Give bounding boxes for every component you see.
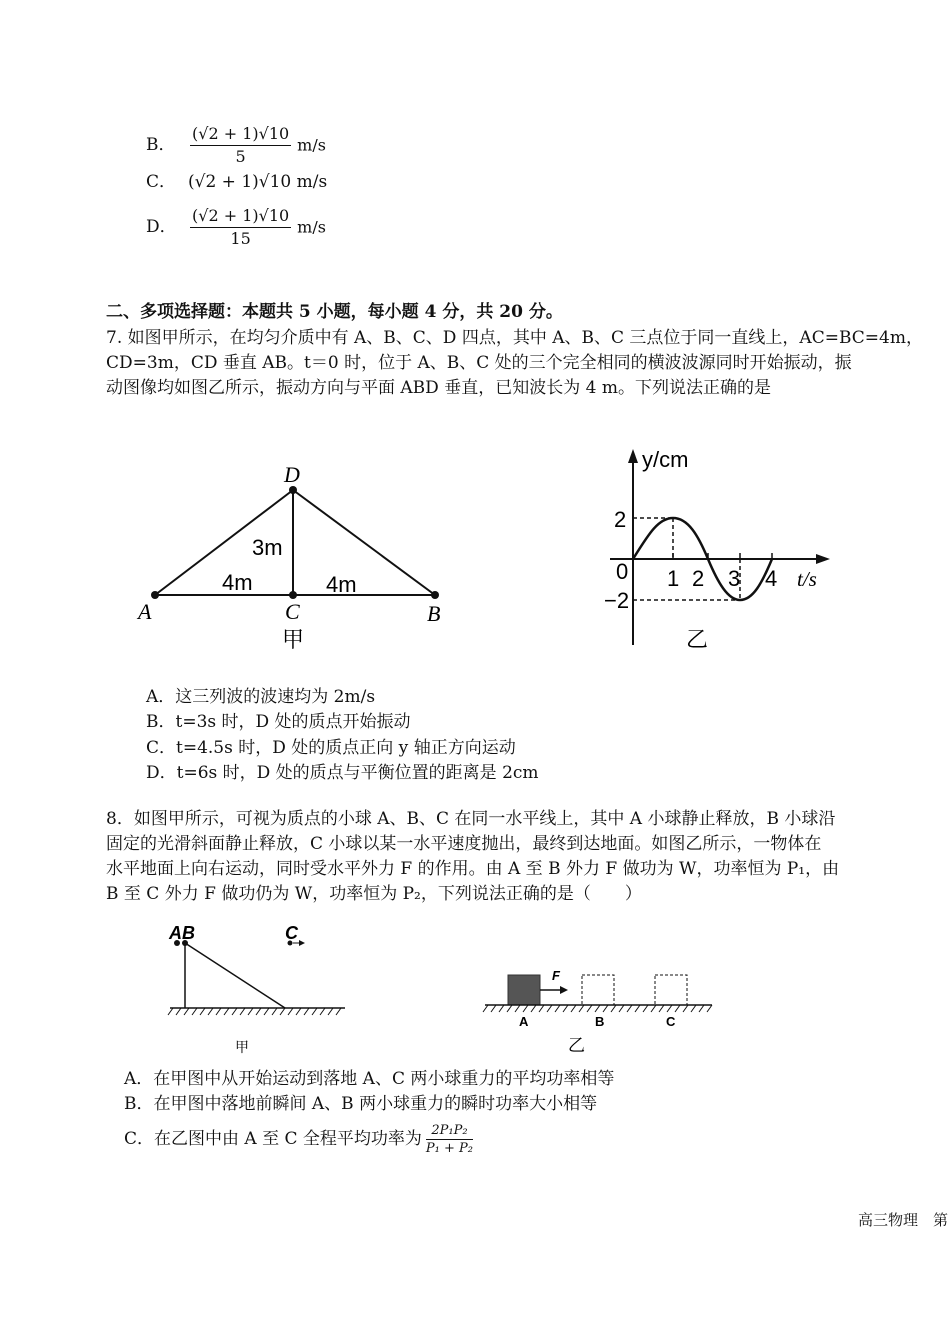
q7-option-b: B．t=3s 时，D 处的质点开始振动 — [146, 712, 411, 732]
label-f: F — [552, 968, 560, 983]
section-heading: 二、多项选择题：本题共 5 小题，每小题 4 分，共 20 分。 — [106, 302, 563, 322]
page-footer: 高三物理 第 — [858, 1211, 949, 1229]
option-d-fraction: $\frac{(√2 + 1)√10}{15}$ — [192, 206, 290, 248]
q8-option-a: A．在甲图中从开始运动到落地 A、C 两小球重力的平均功率相等 — [124, 1069, 615, 1089]
q8-line-1: 8．如图甲所示，可视为质点的小球 A、B、C 在同一水平线上，其中 A 小球静止释放，B 小球沿 — [106, 809, 836, 829]
option-b-top: B． $\frac{(√2 + 1)√10}{5}$ m/s — [146, 124, 326, 166]
label-ab: AB — [169, 923, 195, 943]
x-tick-4: 4 — [765, 566, 778, 591]
q7-line-2: CD=3m，CD 垂直 AB。t＝0 时，位于 A、B、C 处的三个完全相同的横波波源同时开始振动，振 — [106, 353, 852, 373]
ylabel: y/cm — [642, 447, 689, 472]
q7-line-3: 动图像均如图乙所示，振动方向与平面 ABD 垂直，已知波长为 4 m。下列说法正确的是 — [106, 378, 771, 398]
label-dc: 3m — [252, 535, 283, 560]
origin-label: 0 — [616, 559, 629, 584]
q8-line-4: B 至 C 外力 F 做功仍为 W，功率恒为 P₂，下列说法正确的是（ ） — [106, 884, 642, 904]
label-block-b: B — [595, 1014, 605, 1029]
caption-yi-8: 乙 — [568, 1036, 585, 1056]
q7-figure-yi — [600, 445, 840, 655]
x-tick-3: 3 — [728, 566, 741, 591]
option-c-top: C． (√2 + 1)√10 m/s — [146, 172, 328, 192]
caption-yi: 乙 — [686, 628, 709, 653]
option-d-top: D． $\frac{(√2 + 1)√10}{15}$ m/s — [146, 206, 326, 248]
caption-jia-8: 甲 — [235, 1040, 249, 1056]
y-tick-pos: 2 — [614, 507, 627, 532]
q7-option-a: A．这三列波的波速均为 2m/s — [146, 687, 376, 707]
q8-option-c: C．在乙图中由 A 至 C 全程平均功率为 $\frac{\text{2P₁P₂}}{\text{P₁ + P₂}}$ — [124, 1123, 473, 1156]
y-tick-neg: −2 — [604, 588, 630, 613]
label-c-ball: C — [285, 923, 298, 943]
q8-figure-jia — [165, 920, 350, 1060]
q7-line-1: 7. 如图甲所示，在均匀介质中有 A、B、C、D 四点，其中 A、B、C 三点位于同一直线上，AC=BC=4m， — [106, 328, 923, 348]
caption-jia: 甲 — [282, 628, 305, 653]
xlabel: t/s — [797, 567, 817, 591]
label-d: D — [284, 462, 300, 487]
option-b-fraction: $\frac{(√2 + 1)√10}{5}$ — [192, 124, 290, 166]
label-c: C — [285, 599, 300, 624]
x-tick-2: 2 — [692, 566, 705, 591]
label-ac: 4m — [222, 570, 253, 595]
q7-figure-jia — [130, 455, 460, 655]
x-tick-1: 1 — [667, 566, 680, 591]
q8-figure-yi — [480, 960, 720, 1060]
q8-option-b: B．在甲图中落地前瞬间 A、B 两小球重力的瞬时功率大小相等 — [124, 1094, 598, 1114]
q8-line-2: 固定的光滑斜面静止释放，C 小球以某一水平速度抛出，最终到达地面。如图乙所示，一物体在 — [106, 834, 822, 854]
label-block-c: C — [666, 1014, 676, 1029]
label-a: A — [138, 599, 152, 624]
label-b: B — [427, 601, 441, 626]
label-block-a: A — [519, 1014, 529, 1029]
option-c-fraction: $\frac{\text{2P₁P₂}}{\text{P₁ + P₂}}$ — [425, 1123, 473, 1156]
q7-option-c: C．t=4.5s 时，D 处的质点正向 y 轴正方向运动 — [146, 738, 516, 758]
q7-option-d: D．t=6s 时，D 处的质点与平衡位置的距离是 2cm — [146, 763, 539, 783]
label-cb: 4m — [326, 572, 357, 597]
q8-line-3: 水平地面上向右运动，同时受水平外力 F 的作用。由 A 至 B 外力 F 做功为 W，功率恒为 P₁，由 — [106, 859, 840, 879]
